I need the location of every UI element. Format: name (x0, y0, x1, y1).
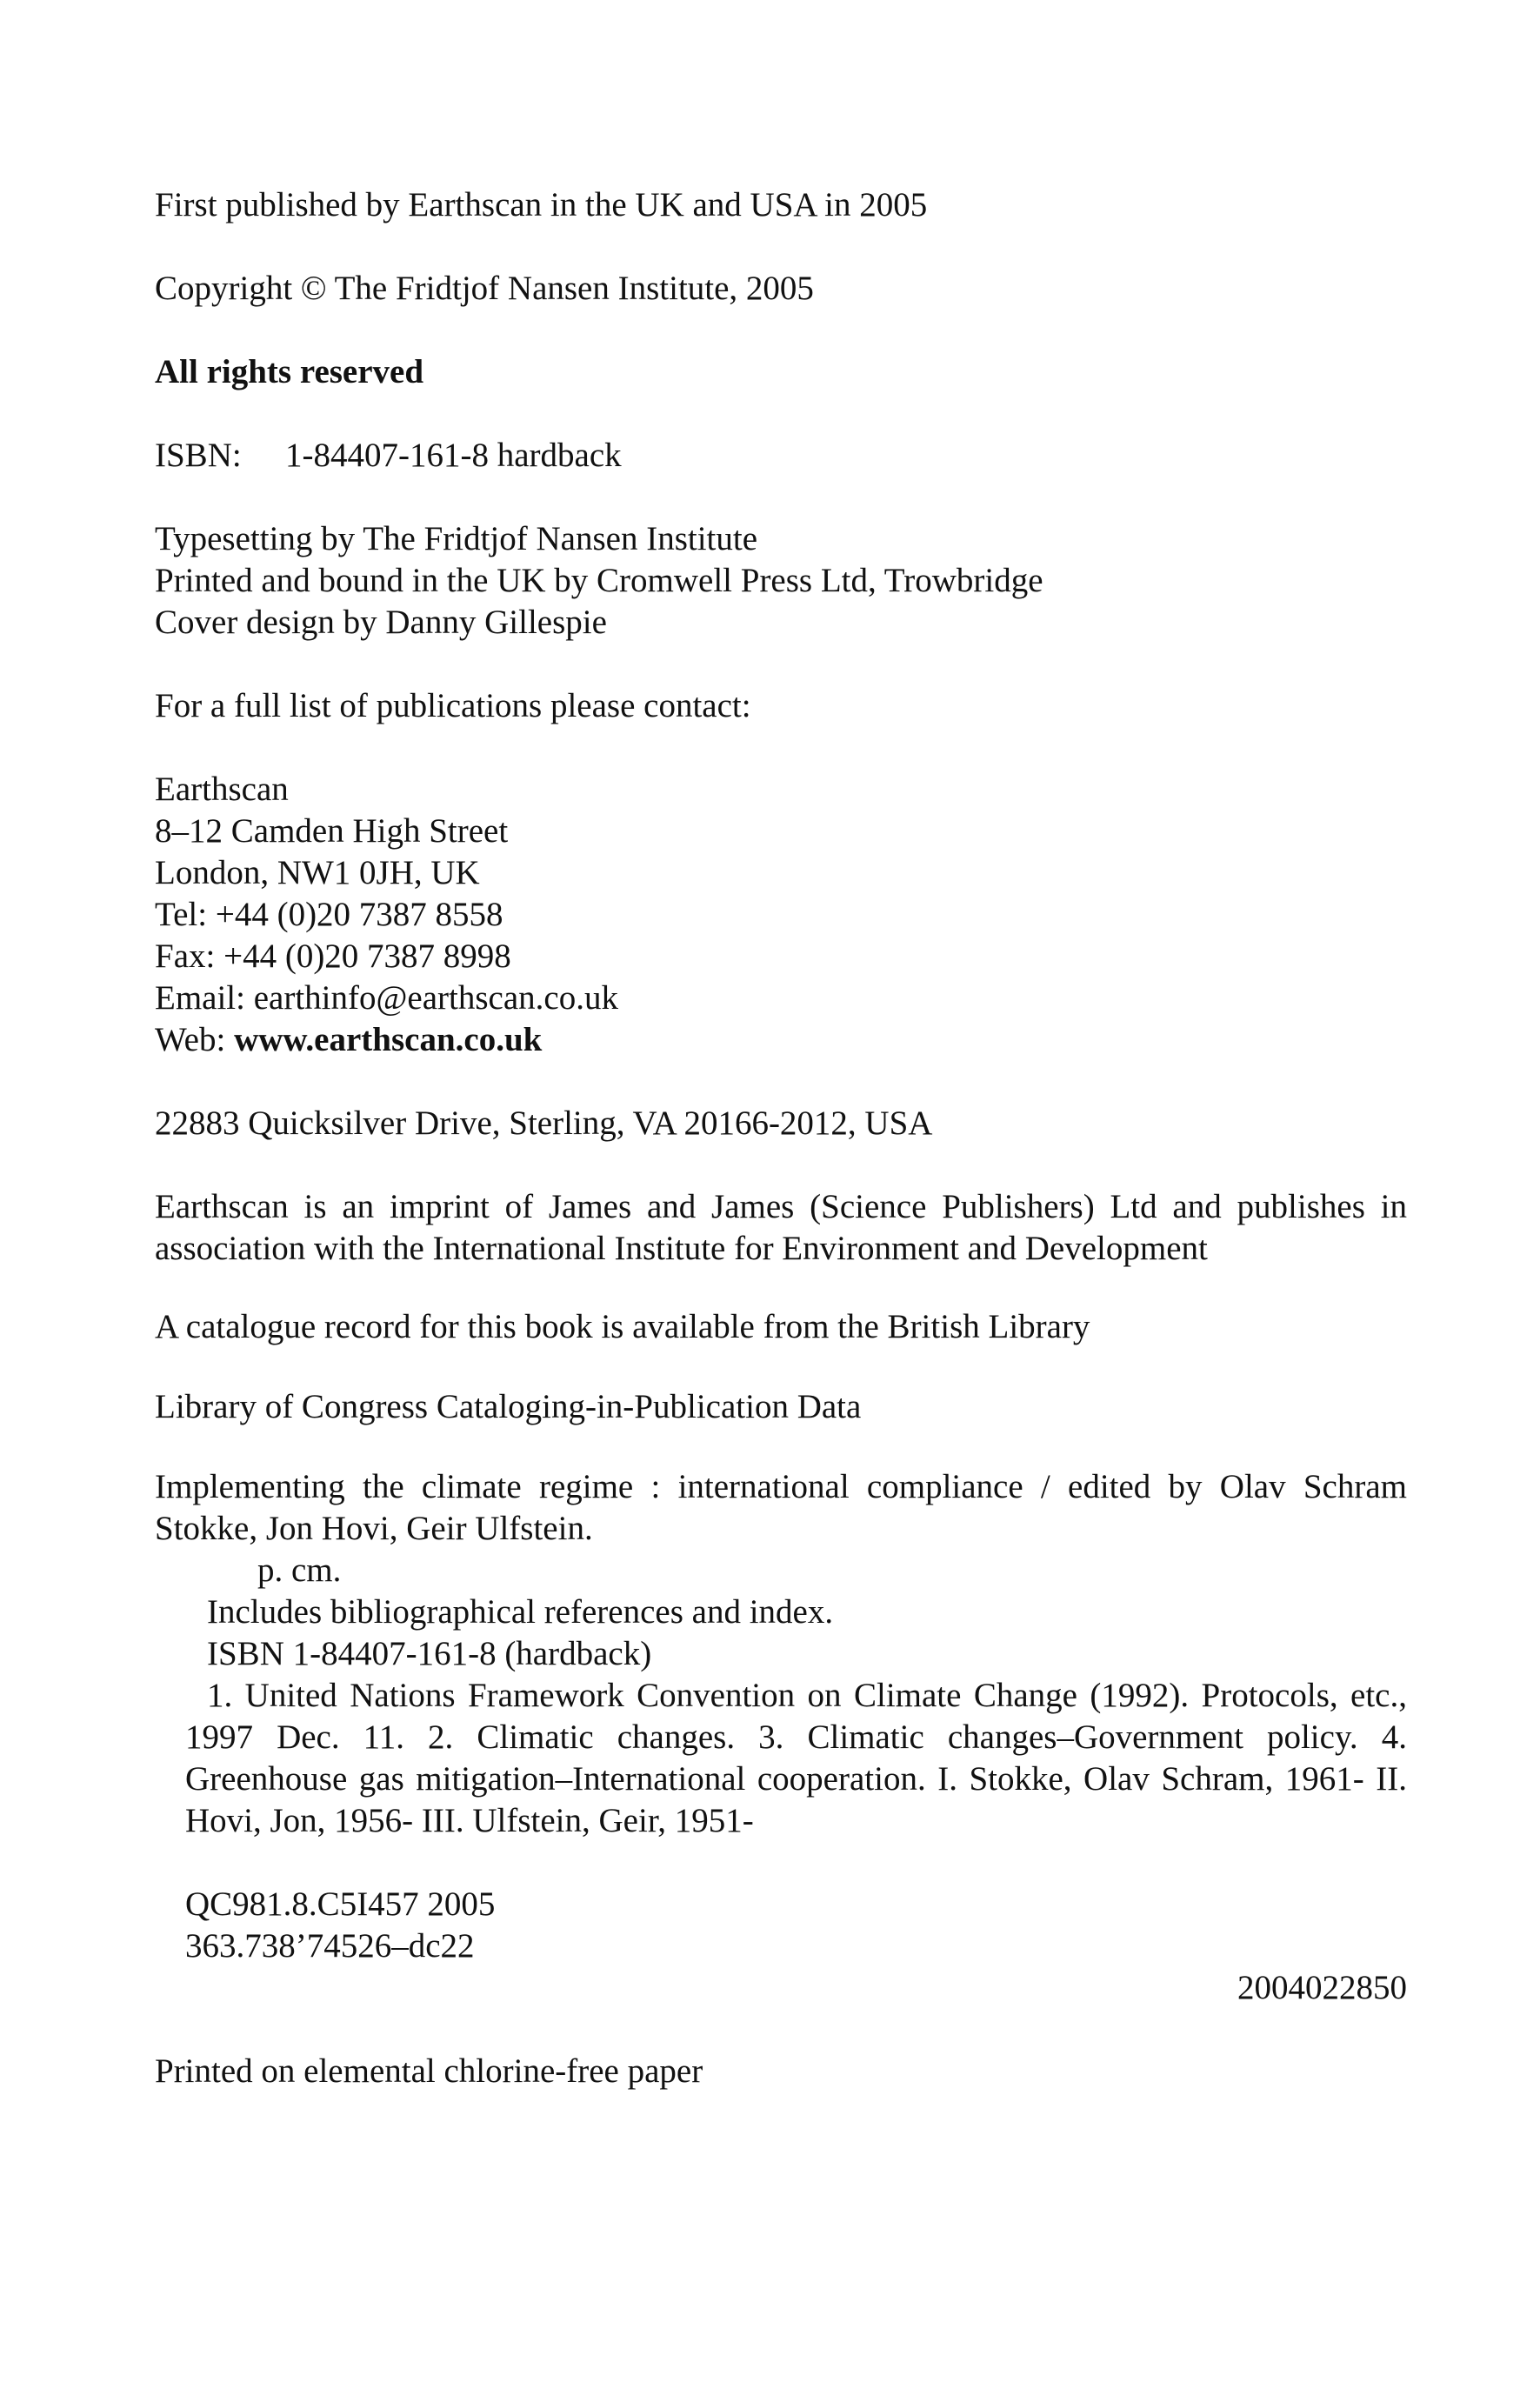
publisher-address (155, 769, 1407, 1061)
cip-dewey: 363.738’74526–dc22 (185, 1927, 475, 1965)
cip-lccn: 2004022850 (1237, 1969, 1407, 2006)
telephone: Tel: +44 (0)20 7387 8558 (155, 896, 503, 933)
rights-reserved-line: All rights reserved (155, 353, 424, 390)
first-published-line: First published by Earthscan in the UK and USA in 2005 (155, 186, 928, 224)
fax: Fax: +44 (0)20 7387 8998 (155, 937, 511, 975)
production-credits (155, 518, 1407, 644)
publisher-name: Earthscan (155, 771, 289, 808)
cip-isbn: ISBN 1-84407-161-8 (hardback) (207, 1635, 652, 1672)
web-link[interactable]: www.earthscan.co.uk (234, 1021, 543, 1058)
contact-intro: For a full list of publications please contact: (155, 687, 751, 724)
loc-heading: Library of Congress Cataloging-in-Publication Data (155, 1388, 862, 1425)
isbn-value: 1-84407-161-8 hardback (285, 437, 622, 474)
address-city: London, NW1 0JH, UK (155, 854, 480, 891)
copyright-line: Copyright © The Fridtjof Nansen Institute, 2005 (155, 270, 814, 307)
web-line (155, 1019, 1407, 1061)
cip-includes: Includes bibliographical references and index. (207, 1593, 834, 1631)
cip-pages: p. cm. (257, 1551, 342, 1589)
isbn-line (155, 435, 1407, 477)
cover-design-credit: Cover design by Danny Gillespie (155, 604, 607, 641)
cip-record (155, 1466, 1407, 2009)
typesetting-credit: Typesetting by The Fridtjof Nansen Institute (155, 520, 758, 557)
paper-note: Printed on elemental chlorine-free paper (155, 2052, 703, 2090)
copyright-page (155, 184, 1407, 2092)
imprint-note: Earthscan is an imprint of James and James (Science Publishers) Ltd and publishes in association with the International Institute for Environment and Development (155, 1188, 1407, 1267)
printing-credit: Printed and bound in the UK by Cromwell Press Ltd, Trowbridge (155, 562, 1043, 599)
web-label: Web: (155, 1021, 235, 1058)
cip-title: Implementing the climate regime : international compliance / edited by Olav Schram Stokke, Jon Hovi, Geir Ulfstein. (155, 1468, 1407, 1547)
catalogue-note: A catalogue record for this book is available from the British Library (155, 1308, 1090, 1345)
cip-subjects: 1. United Nations Framework Convention on Climate Change (1992). Protocols, etc., 1997 Dec. 11. 2. Climatic changes. 3. Climatic changes–Government policy. 4. Greenhouse gas mitigation–International cooperation. I. Stokke, Olav Schram, 1961- II. Hovi, Jon, 1956- III. Ulfstein, Geir, 1951- (185, 1677, 1407, 1839)
address-street: 8–12 Camden High Street (155, 812, 509, 850)
isbn-label: ISBN: (155, 437, 242, 474)
us-address: 22883 Quicksilver Drive, Sterling, VA 20166-2012, USA (155, 1104, 933, 1142)
email: Email: earthinfo@earthscan.co.uk (155, 979, 618, 1017)
cip-call-number: QC981.8.C5I457 2005 (185, 1885, 496, 1923)
